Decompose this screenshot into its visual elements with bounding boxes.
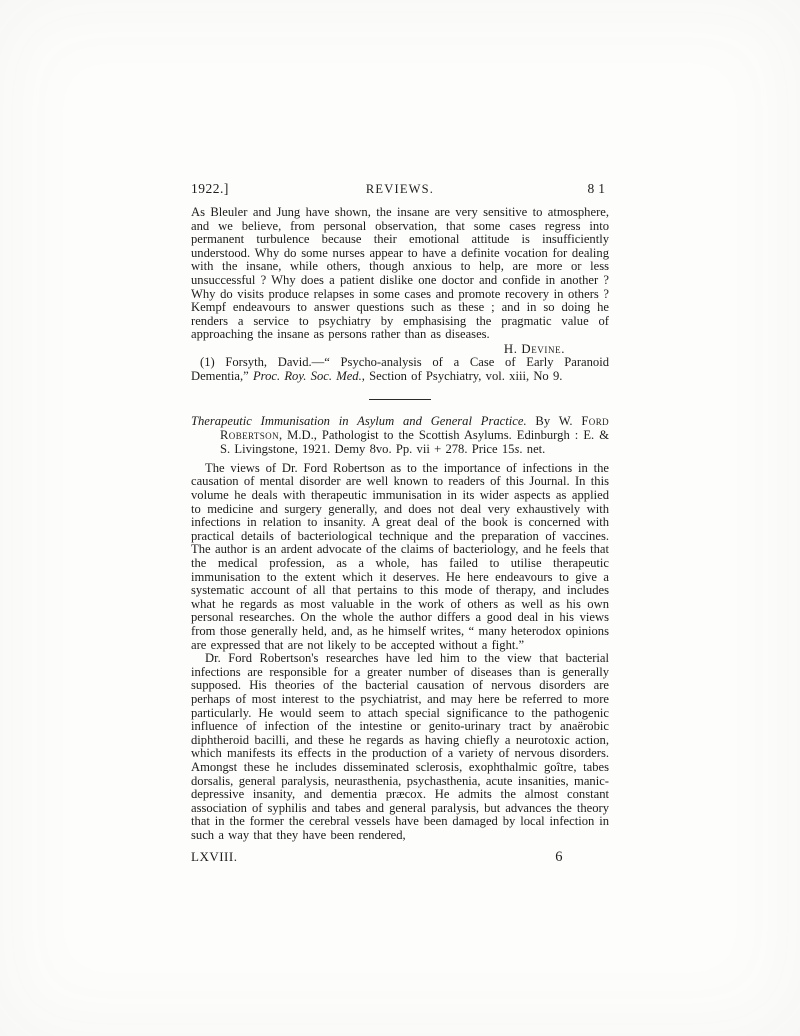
page-footer: [191, 849, 609, 866]
heading-imprint: , M.D., Pathologist to the Scottish Asylums. Edinburgh : E. & S. Livingstone, 1921. Demy 8vo. Pp. vii + 278. Price 15: [220, 428, 609, 456]
section-divider-rule: [369, 399, 431, 400]
footnote-tail: , Section of Psychiatry, vol. xiii, No 9.: [361, 368, 563, 383]
running-title: REVIEWS.: [365, 182, 435, 196]
printer-signature-mark: 6: [555, 849, 563, 866]
page-number: 81: [587, 181, 609, 196]
heading-price-shilling: s: [514, 441, 520, 456]
footnote-journal-title: Proc. Roy. Soc. Med.: [252, 368, 362, 383]
book-title: Therapeutic Immunisation in Asylum and General Practice.: [191, 414, 527, 429]
volume-number: LXVIII.: [191, 849, 238, 865]
heading-by: By W.: [526, 414, 582, 429]
header-date: 1922.]: [191, 181, 229, 196]
review-heading: [191, 415, 609, 457]
review-body-paragraph: Dr. Ford Robertson's researches have led him to the view that bacterial infections are responsible for a greater number of diseases than is generally supposed. His theories of the bacterial causation of nervous disorders are perhaps of most interest to the psychiatrist, and may here be referred to more particularly. He would seem to attach special significance to the pathogenic influence of infection of the intestine or genito-urinary tract by anaërobic diphtheroid bacilli, and these he regards as having chiefly a neurotoxic action, which manifests its effects in the production of a variety of nervous disorders. Amongst these he includes disseminated sclerosis, exophthalmic goître, tabes dorsalis, general paralysis, neurasthenia, psychasthenia, acute insanities, manic-depressive insanity, and dementia præcox. He admits the almost constant association of syphilis and tabes and general paralysis, but advances the theory that in the former the cerebral vessels have been damaged by local infection in such a way that they have been rendered,: [191, 651, 609, 842]
book-author: Ford Robertson: [220, 414, 609, 443]
heading-tail: . net.: [519, 441, 546, 456]
reference-footnote: [191, 356, 609, 383]
page-header: [191, 181, 609, 197]
review-body-paragraph: The views of Dr. Ford Robertson as to the importance of infections in the causation of mental disorder are well known to readers of this Journal. In this volume he deals with therapeutic immunisation in its wider aspects as applied to medicine and surgery generally, and does not deal very exhaustively with infections in relation to insanity. A great deal of the book is concerned with practical details of bacteriological technique and the preparation of vaccines. The author is an ardent advocate of the claims of bacteriology, and he feels that the medical profession, as a whole, has failed to utilise therapeutic immunisation to the extent which it deserves. He here endeavours to give a systematic account of all that pertains to this mode of therapy, and includes what he regards as most valuable in the work of others as well as his own personal researches. On the whole the author differs a good deal in his views from those generally held, and, as he himself writes, “ many heterodox opinions are expressed that are not likely to be accepted without a fight.”: [191, 460, 609, 652]
footnote-text: (1) Forsyth, David.—“ Psycho-analysis of a Case of Early Paranoid Dementia,”: [191, 354, 609, 383]
page-content: [191, 181, 609, 866]
reviewer-signature: H. Devine.: [503, 341, 565, 356]
review-closing-paragraph: As Bleuler and Jung have shown, the insane are very sensitive to atmosphere, and we believe, from personal observation, that some cases regress into permanent turbulence because their emotional attitude is insufficiently understood. Why do some nurses appear to have a definite vocation for dealing with the insane, while others, though anxious to help, are more or less unsuccessful ? Why does a patient dislike one doctor and confide in another ? Why do visits produce relapses in some cases and promote recovery in others ? Kempf endeavours to answer questions such as these ; and in so doing he renders a service to psychiatry by emphasising the pragmatic value of approaching the insane as persons rather than as diseases.: [191, 205, 609, 342]
